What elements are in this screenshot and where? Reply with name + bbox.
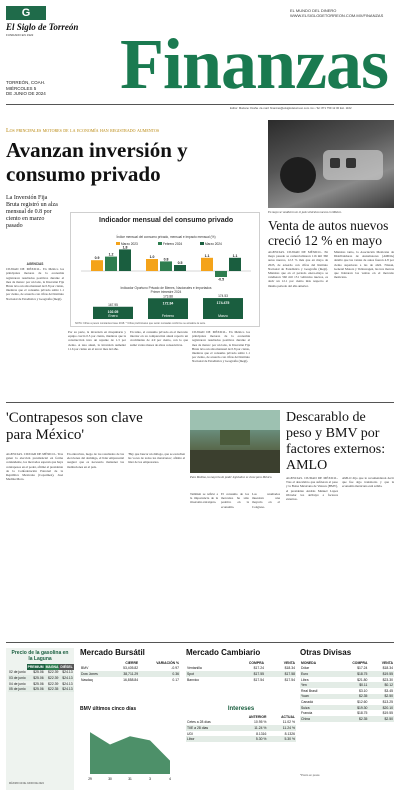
cell: 5.30 % bbox=[232, 736, 267, 742]
chart-subtitle bbox=[75, 286, 257, 294]
column-header: MONEDA bbox=[301, 660, 317, 665]
cell: $25.06 bbox=[27, 675, 45, 681]
row-label: Libra bbox=[301, 677, 309, 682]
car-wheel-shape bbox=[280, 157, 316, 193]
legend-swatch bbox=[158, 242, 162, 245]
legend-swatch bbox=[116, 242, 120, 245]
chart1-bar bbox=[229, 258, 241, 271]
top-story-kicker: Los principales motores de la economía han registrado aumentos bbox=[6, 128, 160, 134]
column-header: DIÉSEL bbox=[60, 664, 73, 669]
cell: 8.1316 bbox=[256, 731, 267, 736]
legend-label: Marzo 2023 bbox=[121, 241, 138, 246]
row-label: 02 de junio bbox=[9, 670, 26, 675]
car-keys-illustration bbox=[268, 120, 394, 208]
chart1-bar bbox=[119, 249, 131, 271]
table-row bbox=[8, 675, 74, 681]
chart2-category-label: Enero bbox=[108, 314, 118, 318]
key-button bbox=[346, 158, 356, 168]
bursatil-title: Mercado Bursátil bbox=[80, 648, 145, 657]
cell: $24.13 bbox=[62, 670, 73, 675]
row-label: 05 de junio bbox=[9, 687, 26, 692]
contrapesos-column bbox=[128, 452, 185, 630]
paragraph: AGENCIAS. CIUDAD DE MÉXICO.- Tras ganar la elección presidencial en forma contundente, los mercados esperan que haya contrapesos en el poder, afirmó el presidente de la Confederación Patronal de la República Mexicana (Coparmex), José Medina Mora. bbox=[6, 452, 63, 482]
section-badge: G bbox=[6, 6, 46, 20]
bmv-day-label: 29 bbox=[88, 777, 92, 781]
cell: $17.54 bbox=[253, 677, 264, 682]
cell: $3.45 bbox=[384, 688, 393, 693]
cell: $24.13 bbox=[59, 686, 73, 692]
paragraph: CIUDAD DE MÉXICO.- En México los principales motores de la economía registraron resultados positivos durante el mes de marzo: por un lado, la Inversión Fija Bruta tuvo un alza mensual de 0.8 por ciento, mientras que el consumo privado subió 1.1 por ciento, de acuerdo con cifras del Instituto Nacional de Estadística y Geografía (Inegi). bbox=[192, 330, 250, 364]
row-label: Francia bbox=[301, 711, 313, 716]
cell: $23.30 bbox=[382, 677, 393, 682]
chart1-value-label: 1.2 bbox=[108, 252, 114, 257]
column-header: MAGNA bbox=[45, 664, 59, 669]
gas-price-box bbox=[6, 648, 74, 790]
story-column bbox=[252, 492, 280, 632]
paragraph: CIUDAD DE MÉXICO.- En México los principales motores de la economía registraron resultados positivos durante el mes de marzo: por un lado, la Inversión Fija Bruta tuvo un alza mensual de 0.8 por ciento, mientras que el consumo privado subió 1.1 por ciento, de acuerdo con cifras del Instituto Nacional de Estadística y Geografía (Inegi). bbox=[6, 267, 64, 301]
editor-line: Editor: Mariano Ocaña • E-mail: finanzas@elsiglodetorreon.com.mx • Tel: 871 759 12 00 Ext. 1162 bbox=[230, 106, 352, 110]
row-label: Dow Jones bbox=[80, 671, 111, 677]
legend-label: Marzo 2024 bbox=[205, 241, 222, 246]
chart-subtitle-2: Primer trimestre 2024 bbox=[150, 290, 182, 294]
chart2-top-label: 174.53 bbox=[218, 294, 228, 299]
cell: 38,711.29 bbox=[111, 671, 139, 677]
chart1-bar bbox=[174, 265, 186, 271]
photo-caption: En mayo se vendieron en el país vehículos nuevos en México. bbox=[268, 210, 342, 214]
cell: $21.80 bbox=[357, 677, 368, 682]
paragraph: En tanto, el consumo privado en el mercado interior en su comparación anual reportó un crecimiento de 4.9 por ciento, con lo que sumó varios meses de alzas consecutivas. bbox=[130, 330, 188, 347]
cell: $18.34 bbox=[382, 666, 393, 671]
infographic-chart bbox=[71, 213, 261, 328]
row-label: 03 de junio bbox=[9, 675, 26, 680]
bmv-day-label: 31 bbox=[128, 777, 132, 781]
cambiario-table bbox=[186, 660, 296, 682]
paper-name[interactable]: El Siglo de Torreón bbox=[6, 22, 79, 32]
table-row bbox=[8, 670, 74, 676]
top-story-column bbox=[130, 330, 188, 386]
cell: $12.60 bbox=[357, 699, 368, 704]
cell: 8.1326 bbox=[284, 731, 295, 736]
cell: $13.25 bbox=[382, 699, 393, 704]
cell: $17.24 bbox=[357, 666, 368, 671]
contrapesos-column bbox=[67, 452, 124, 630]
row-label: Spot bbox=[186, 671, 225, 677]
column-header: VENTA bbox=[283, 660, 295, 665]
bmv-chart bbox=[80, 714, 180, 789]
cell: $18.34 bbox=[284, 666, 295, 671]
paper-tagline: FUNDADO EN 1922 bbox=[6, 33, 34, 37]
column-header: ANTERIOR bbox=[248, 714, 267, 719]
row-label: BMV bbox=[81, 666, 89, 671]
row-label: Banxico bbox=[187, 677, 200, 682]
chart-note: NOTA: Cifras a pesos constantes base 2018. * Cifras preliminares que serán revisadas conforme se actualice la serie. bbox=[75, 322, 206, 325]
row-label: Canadá bbox=[301, 699, 313, 704]
divisas-note: *Precio en pesos bbox=[300, 774, 320, 777]
divisas-table bbox=[300, 660, 394, 722]
paragraph: AGENCIAS. CIUDAD DE MÉXICO.- Tras el descalabro que sufrieron el peso y la Bolsa Mexicana de Valores (BMV), el presidente Andrés Manuel López Obrador los atribuyó a factores externos. bbox=[286, 476, 338, 502]
amlo-column bbox=[342, 476, 394, 636]
cell: $24.13 bbox=[59, 675, 73, 681]
chart-subtitle: Índice mensual del consumo privado, mensual e impacto mensual (%) bbox=[116, 235, 216, 239]
amlo-headline[interactable]: Descarablo de peso y BMV por factores externos: AMLO bbox=[286, 410, 386, 473]
chart1-value-label: 1.8 bbox=[122, 245, 128, 250]
cell: 11.02 % bbox=[282, 720, 295, 725]
cell: $25.06 bbox=[33, 670, 44, 675]
paragraph: En entrevista, luego de los resultados de las elecciones del domingo, el líder empresarial aseguró que es necesario mantener las instituciones en el país. bbox=[67, 452, 124, 469]
section-title: Finanzas bbox=[120, 24, 389, 104]
byline: AGENCIAS bbox=[26, 262, 44, 266]
cell: $17.24 bbox=[253, 666, 264, 671]
cambiario-title: Mercado Cambiario bbox=[186, 648, 261, 657]
screen-shape bbox=[190, 410, 280, 430]
cell: $17.55 bbox=[225, 671, 265, 677]
gas-price-table bbox=[8, 664, 74, 692]
row-label: Nasdaq bbox=[81, 677, 93, 682]
cell: $22.39 bbox=[48, 681, 59, 686]
car-story-column bbox=[268, 250, 328, 400]
gas-note: MÁXIMO 04 DE JUNIO DE 2024 bbox=[9, 782, 44, 785]
divisas-title: Otras Divisas bbox=[300, 648, 352, 657]
cell: -0.97 bbox=[171, 666, 179, 671]
paragraph: El consumo de los mercados ha sido positivo en la economía. bbox=[221, 492, 249, 509]
cell: $22.35 bbox=[45, 686, 60, 692]
key-button bbox=[330, 158, 340, 168]
divider bbox=[6, 104, 394, 105]
divider bbox=[6, 642, 394, 643]
table-row bbox=[300, 716, 394, 722]
cell: $2.50 bbox=[368, 694, 394, 700]
cell: $19.30 bbox=[336, 705, 369, 711]
city: TORREÓN, COAH. bbox=[6, 80, 46, 85]
cell: $18.75 bbox=[357, 711, 368, 716]
car-photo[interactable] bbox=[268, 120, 394, 208]
table-row bbox=[186, 677, 296, 683]
cell: 0.17 bbox=[172, 677, 179, 682]
row-label: Ventanilla bbox=[187, 666, 202, 671]
cell: $3.10 bbox=[358, 688, 368, 693]
cell: 11.24 % bbox=[267, 725, 296, 731]
cell: $18.75 bbox=[336, 671, 369, 677]
section-url[interactable]: WWW.ELSIGLODETORREON.COM.MX/FINANZAS bbox=[290, 13, 384, 18]
top-story-subhead: La Inversión Fija Bruta registró un alza mensual de 0.8 por ciento en marzo pasado bbox=[6, 195, 58, 229]
seats-shape bbox=[190, 450, 280, 473]
row-label: 04 de junio bbox=[9, 681, 26, 686]
bmv-chart-title: BMV últimos cinco días bbox=[80, 706, 137, 712]
bursatil-table bbox=[80, 660, 180, 682]
photo-caption: Para Medina, la mayoría de poder legislativo es clave para México. bbox=[190, 475, 273, 479]
slogan-line: EL MUNDO DEL DINERO bbox=[290, 8, 337, 13]
chart1-bar bbox=[160, 261, 172, 271]
story-column bbox=[190, 492, 218, 632]
chart2-category-label: Marzo bbox=[218, 314, 228, 318]
cell: $24.13 bbox=[62, 681, 73, 686]
cell: $22.39 bbox=[45, 675, 60, 681]
bmv-day-label: 30 bbox=[108, 777, 112, 781]
column-header: COMPRA bbox=[248, 660, 264, 665]
legend-swatch bbox=[200, 242, 204, 245]
chart1-bar bbox=[201, 258, 213, 271]
row-label: Cetes a 28 días bbox=[187, 720, 211, 725]
chart1-value-label: 0.9 bbox=[94, 256, 100, 261]
intereses-table bbox=[186, 714, 296, 742]
divider bbox=[6, 402, 394, 403]
story-column bbox=[221, 492, 249, 632]
cell: $2.35 bbox=[336, 694, 369, 700]
row-label: Yuan bbox=[300, 694, 336, 700]
cell: 5.30 % bbox=[267, 736, 296, 742]
cell: $25.06 bbox=[33, 681, 44, 686]
masthead bbox=[0, 0, 400, 104]
intereses-title: Intereses bbox=[227, 706, 255, 712]
chart1-bar bbox=[91, 260, 103, 271]
congress-illustration bbox=[190, 410, 280, 473]
column-header: PREMIUM bbox=[27, 664, 44, 669]
amlo-column bbox=[286, 476, 338, 636]
column-header: VARIACIÓN % bbox=[156, 660, 179, 665]
cell: $17.58 bbox=[265, 671, 296, 677]
cell: $0.12 bbox=[368, 682, 394, 688]
cell: $22.39 bbox=[48, 670, 59, 675]
column-header: VENTA bbox=[381, 660, 393, 665]
chart1-bar bbox=[146, 259, 158, 271]
section-slogan bbox=[290, 8, 383, 18]
table-row bbox=[80, 677, 180, 683]
paragraph: AMLO dijo que le recomendaron decir que fue algo transitorio y que la economía mexicana está sólida. bbox=[342, 476, 394, 489]
chart1-bar bbox=[215, 271, 227, 277]
bmv-area bbox=[90, 732, 170, 774]
car-sales-headline[interactable]: Venta de autos nuevos creció 12 % en mayo bbox=[268, 218, 389, 248]
bmv-day-label: 3 bbox=[149, 777, 151, 781]
column-header: ACTUAL bbox=[281, 714, 295, 719]
consumption-infographic bbox=[70, 212, 260, 327]
cell: $19.55 bbox=[382, 711, 393, 716]
paragraph: 'Hay que buscar un diálogo, que se escuchen las voces de todos los mexicanos', afirmó el líder de los empresarios. bbox=[128, 452, 185, 465]
chart2-value-label: 102.05 bbox=[107, 309, 119, 314]
top-story-column bbox=[6, 262, 64, 382]
table-row bbox=[186, 736, 296, 742]
cell: $2.35 bbox=[336, 716, 369, 722]
city-date bbox=[6, 80, 46, 97]
car-story-column bbox=[334, 250, 394, 400]
top-story-column bbox=[68, 330, 126, 386]
cell: $2.50 bbox=[368, 716, 394, 722]
cell: $19.55 bbox=[368, 671, 394, 677]
chart2-value-label: 174.475 bbox=[216, 301, 230, 306]
chart1-value-label: 1.0 bbox=[149, 255, 155, 259]
column-header: CIERRE bbox=[125, 660, 139, 665]
chart-title: Indicador mensual del consumo privado bbox=[99, 217, 234, 224]
cell: $20.10 bbox=[368, 705, 394, 711]
paragraph: También se refirió a la importancia de la inversión extranjera. bbox=[190, 492, 218, 505]
cell: $17.54 bbox=[284, 677, 295, 682]
top-story-headline[interactable]: Avanzan inversión y consumo privado bbox=[6, 138, 188, 186]
cell: 10.95 % bbox=[253, 720, 267, 725]
chart1-value-label: -0.5 bbox=[217, 277, 225, 282]
gas-price-title: Precio de la gasolina en la Laguna bbox=[11, 650, 69, 662]
chart1-value-label: 1.1 bbox=[204, 253, 210, 258]
row-label: Dólar bbox=[301, 666, 310, 671]
row-label: Suiza bbox=[300, 705, 336, 711]
column-header: COMPRA bbox=[352, 660, 368, 665]
chart2-category-label: Febrero bbox=[161, 314, 175, 318]
cell: $0.11 bbox=[336, 682, 369, 688]
contrapesos-column bbox=[6, 452, 63, 630]
bmv-day-label: 4 bbox=[169, 777, 171, 781]
chart1-value-label: 0.5 bbox=[177, 261, 183, 265]
cell: $25.06 bbox=[27, 686, 45, 692]
row-label: Libor bbox=[186, 736, 232, 742]
row-label: Euro bbox=[300, 671, 336, 677]
cell: 16,858.84 bbox=[123, 677, 139, 682]
table-row bbox=[8, 681, 74, 687]
row-label: Real Brasil bbox=[301, 688, 318, 693]
chart2-value-label: 172.84 bbox=[162, 301, 174, 306]
congress-photo[interactable] bbox=[190, 410, 280, 473]
row-label: Yen bbox=[300, 682, 336, 688]
chart2-top-label: 167.95 bbox=[108, 302, 118, 307]
date: DE JUNIO DE 2024 bbox=[6, 91, 46, 96]
podium-shape bbox=[220, 430, 250, 445]
chart2-top-label: 173.88 bbox=[163, 294, 173, 299]
paragraph: Los resultados muestran una mayoría en el Congreso. bbox=[252, 492, 280, 509]
row-label: UDI bbox=[187, 731, 193, 736]
paragraph: AGENCIAS. CIUDAD DE MÉXICO.- En mayo pasado se comercializaron 116 mil 360 autos nuevos, 12.3 % más que en mayo de 2023, de acuerdo con cifras del Instituto Nacional de Estadística y Geografía (Inegi). Mientras que en el periodo enero-mayo se vendieron 560 mil 151 vehículos nuevos, es decir un 12.1 por ciento más respecto al mismo periodo del año anterior. bbox=[268, 250, 328, 288]
paragraph: Por su parte, la inversión en maquinaria y equipo creció 0.5 por ciento, mientras que la construcción tuvo un repunte de 1.3 por ciento. A tasa anual, la inversión aumentó 11.6 por ciento en el tercer mes del año. bbox=[68, 330, 126, 351]
chart1-value-label: 0.8 bbox=[163, 257, 169, 262]
chart-title-2: Indicador Oportuno Privado de Bienes, Nacionales e Importados bbox=[120, 286, 212, 290]
chart1-bar bbox=[105, 257, 117, 271]
row-label: China bbox=[300, 716, 336, 722]
cell: 11.24 % bbox=[232, 725, 267, 731]
legend-label: Febrero 2024 bbox=[163, 241, 183, 246]
row-label: TIIE a 28 días bbox=[186, 725, 232, 731]
table-row bbox=[8, 686, 74, 692]
cell: 53,405.82 bbox=[123, 666, 139, 671]
contrapesos-headline[interactable]: 'Contrapesos son clave para México' bbox=[6, 410, 143, 443]
cell: 0.36 bbox=[139, 671, 180, 677]
top-story-column bbox=[192, 330, 250, 386]
paragraph: Mientras tanto, la Asociación Mexicana de Distribuidores de Automotores (AMDA) detalló que las ventas de autos fueron 4.8 por ciento superiores a las de abril. Nissan, General Motors y Volkswagen, las tres marcas que lideraron las ventas en el mercado mexicano. bbox=[334, 250, 394, 280]
weekday: MIÉRCOLES 5 bbox=[6, 85, 37, 91]
chart1-value-label: 1.1 bbox=[232, 253, 238, 258]
